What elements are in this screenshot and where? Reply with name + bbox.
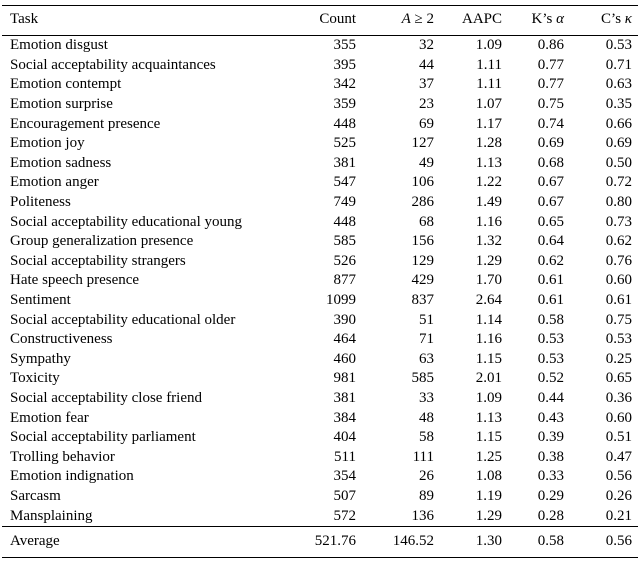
table-row [2, 350, 638, 370]
cell-a2: 68 [419, 213, 434, 230]
cell-a2: 111 [412, 448, 434, 465]
cell-kalpha: 0.69 [537, 135, 564, 152]
cell-ckappa: 0.65 [605, 370, 632, 387]
cell-task: Social acceptability strangers [10, 252, 186, 269]
footer-cell-kalpha: 0.58 [508, 526, 570, 557]
table-row [2, 271, 638, 291]
cell-count: 464 [333, 331, 356, 348]
cell-task: Social acceptability educational young [10, 213, 243, 230]
cell-ckappa: 0.47 [605, 448, 632, 465]
cell-ckappa: 0.60 [605, 272, 632, 289]
cell-a2: 32 [419, 37, 434, 54]
cell-task: Group generalization presence [10, 233, 194, 250]
cell-aapc: 1.29 [475, 507, 502, 524]
table-row [2, 506, 638, 526]
cell-ckappa: 0.26 [605, 487, 632, 504]
cell-task: Emotion fear [10, 409, 89, 426]
table-row [2, 95, 638, 115]
cell-aapc: 1.17 [475, 115, 502, 132]
cell-aapc: 1.09 [475, 37, 502, 54]
cell-aapc: 2.64 [475, 292, 502, 309]
cell-task: Sarcasm [10, 487, 61, 504]
table-row [2, 173, 638, 193]
cell-a2: 429 [411, 272, 434, 289]
cell-count: 507 [333, 487, 356, 504]
cell-aapc: 1.13 [475, 154, 502, 171]
table-row [2, 389, 638, 409]
table-row [2, 56, 638, 76]
cell-count: 354 [333, 468, 356, 485]
cell-task: Toxicity [10, 370, 60, 387]
cell-a2: 37 [419, 76, 434, 93]
cell-a2: 58 [419, 429, 434, 446]
cell-task: Social acceptability close friend [10, 389, 203, 406]
cell-count: 547 [333, 174, 356, 191]
cell-a2: 106 [411, 174, 434, 191]
cell-kalpha: 0.52 [537, 370, 564, 387]
footer-cell-ckappa: 0.56 [570, 526, 638, 557]
cell-kalpha: 0.39 [537, 429, 564, 446]
cell-kalpha: 0.61 [537, 272, 564, 289]
cell-aapc: 2.01 [475, 370, 502, 387]
cell-task: Emotion anger [10, 174, 99, 191]
cell-kalpha: 0.74 [537, 115, 564, 132]
cell-kalpha: 0.67 [537, 174, 564, 191]
cell-ckappa: 0.72 [605, 174, 632, 191]
cell-ckappa: 0.25 [605, 350, 632, 367]
cell-aapc: 1.08 [475, 468, 502, 485]
table-row [2, 36, 638, 56]
cell-ckappa: 0.53 [605, 331, 632, 348]
cell-ckappa: 0.71 [605, 56, 632, 73]
table-row [2, 75, 638, 95]
cell-aapc: 1.29 [475, 252, 502, 269]
cell-kalpha: 0.77 [537, 76, 564, 93]
cell-aapc: 1.25 [475, 448, 502, 465]
cell-ckappa: 0.62 [605, 233, 632, 250]
column-header-count: Count [302, 6, 362, 36]
cell-task: Sympathy [10, 350, 71, 367]
cell-count: 390 [333, 311, 356, 328]
cell-a2: 837 [411, 292, 434, 309]
cell-task: Social acceptability educational older [10, 311, 236, 328]
cell-a2: 585 [411, 370, 434, 387]
cell-kalpha: 0.43 [537, 409, 564, 426]
cell-a2: 33 [419, 389, 434, 406]
cell-kalpha: 0.75 [537, 96, 564, 113]
cell-kalpha: 0.53 [537, 350, 564, 367]
cell-ckappa: 0.69 [605, 135, 632, 152]
cell-a2: 48 [419, 409, 434, 426]
table-row [2, 193, 638, 213]
cell-task: Social acceptability acquaintances [10, 56, 216, 73]
cell-count: 384 [333, 409, 356, 426]
cell-aapc: 1.15 [475, 429, 502, 446]
cell-kalpha: 0.44 [537, 389, 564, 406]
cell-kalpha: 0.29 [537, 487, 564, 504]
cell-aapc: 1.16 [475, 213, 502, 230]
cell-task: Emotion indignation [10, 468, 134, 485]
results-table [2, 5, 638, 558]
cell-aapc: 1.22 [475, 174, 502, 191]
cell-kalpha: 0.38 [537, 448, 564, 465]
cell-aapc: 1.07 [475, 96, 502, 113]
cell-ckappa: 0.73 [605, 213, 632, 230]
cell-a2: 44 [419, 56, 434, 73]
cell-ckappa: 0.56 [605, 468, 632, 485]
cell-ckappa: 0.63 [605, 76, 632, 93]
cell-aapc: 1.19 [475, 487, 502, 504]
cell-aapc: 1.32 [475, 233, 502, 250]
table-row [2, 467, 638, 487]
table-row [2, 114, 638, 134]
cell-ckappa: 0.35 [605, 96, 632, 113]
cell-task: Emotion joy [10, 135, 85, 152]
cell-count: 877 [333, 272, 356, 289]
cell-kalpha: 0.77 [537, 56, 564, 73]
column-header-ckappa: C’s κ [570, 6, 638, 36]
cell-task: Politeness [10, 194, 71, 211]
cell-ckappa: 0.76 [605, 252, 632, 269]
cell-a2: 89 [419, 487, 434, 504]
cell-task: Constructiveness [10, 331, 113, 348]
cell-kalpha: 0.68 [537, 154, 564, 171]
header-row [2, 6, 638, 36]
table-row [2, 154, 638, 174]
cell-aapc: 1.14 [475, 311, 502, 328]
cell-a2: 51 [419, 311, 434, 328]
cell-kalpha: 0.33 [537, 468, 564, 485]
cell-aapc: 1.70 [475, 272, 502, 289]
cell-count: 395 [333, 56, 356, 73]
cell-kalpha: 0.62 [537, 252, 564, 269]
cell-count: 981 [333, 370, 356, 387]
table-row [2, 291, 638, 311]
cell-aapc: 1.09 [475, 389, 502, 406]
cell-aapc: 1.16 [475, 331, 502, 348]
cell-kalpha: 0.64 [537, 233, 564, 250]
cell-aapc: 1.15 [475, 350, 502, 367]
cell-kalpha: 0.67 [537, 194, 564, 211]
cell-ckappa: 0.60 [605, 409, 632, 426]
cell-ckappa: 0.66 [605, 115, 632, 132]
table-row [2, 369, 638, 389]
cell-task: Social acceptability parliament [10, 429, 196, 446]
table-row [2, 487, 638, 507]
cell-task: Emotion sadness [10, 154, 112, 171]
cell-count: 359 [333, 96, 356, 113]
cell-a2: 71 [419, 331, 434, 348]
cell-a2: 26 [419, 468, 434, 485]
cell-count: 460 [333, 350, 356, 367]
cell-count: 1099 [326, 292, 356, 309]
cell-a2: 23 [419, 96, 434, 113]
cell-kalpha: 0.28 [537, 507, 564, 524]
table-row [2, 310, 638, 330]
footer-cell-aapc: 1.30 [440, 526, 508, 557]
cell-kalpha: 0.53 [537, 331, 564, 348]
cell-a2: 49 [419, 154, 434, 171]
cell-count: 448 [333, 115, 356, 132]
cell-ckappa: 0.75 [605, 311, 632, 328]
table-row [2, 330, 638, 350]
cell-aapc: 1.28 [475, 135, 502, 152]
table-row [2, 252, 638, 272]
cell-count: 342 [333, 76, 356, 93]
table-row [2, 408, 638, 428]
cell-count: 525 [333, 135, 356, 152]
cell-ckappa: 0.36 [605, 389, 632, 406]
cell-count: 749 [333, 194, 356, 211]
cell-ckappa: 0.50 [605, 154, 632, 171]
cell-count: 404 [333, 429, 356, 446]
cell-task: Emotion surprise [10, 96, 113, 113]
cell-count: 585 [333, 233, 356, 250]
column-header-aapc: AAPC [440, 6, 508, 36]
cell-aapc: 1.11 [476, 56, 502, 73]
cell-count: 355 [333, 37, 356, 54]
cell-count: 572 [333, 507, 356, 524]
cell-kalpha: 0.65 [537, 213, 564, 230]
cell-ckappa: 0.61 [605, 292, 632, 309]
cell-a2: 136 [411, 507, 434, 524]
cell-task: Hate speech presence [10, 272, 140, 289]
cell-task: Trolling behavior [10, 448, 115, 465]
cell-task: Emotion disgust [10, 37, 108, 54]
cell-task: Sentiment [10, 292, 71, 309]
cell-kalpha: 0.86 [537, 37, 564, 54]
column-header-task: Task [2, 6, 302, 36]
footer-cell-count: 521.76 [302, 526, 362, 557]
table-row [2, 428, 638, 448]
table-row [2, 212, 638, 232]
cell-count: 381 [333, 154, 356, 171]
cell-a2: 69 [419, 115, 434, 132]
cell-task: Emotion contempt [10, 76, 122, 93]
cell-a2: 129 [411, 252, 434, 269]
cell-a2: 63 [419, 350, 434, 367]
cell-count: 448 [333, 213, 356, 230]
column-header-kalpha: K’s α [508, 6, 570, 36]
column-header-a2: A ≥ 2 [362, 6, 440, 36]
footer-cell-task: Average [2, 526, 302, 557]
table-row [2, 447, 638, 467]
cell-kalpha: 0.61 [537, 292, 564, 309]
table-row [2, 232, 638, 252]
cell-ckappa: 0.21 [605, 507, 632, 524]
footer-cell-a2: 146.52 [362, 526, 440, 557]
cell-a2: 156 [411, 233, 434, 250]
cell-kalpha: 0.58 [537, 311, 564, 328]
cell-ckappa: 0.53 [605, 37, 632, 54]
cell-ckappa: 0.80 [605, 194, 632, 211]
cell-ckappa: 0.51 [605, 429, 632, 446]
cell-aapc: 1.49 [475, 194, 502, 211]
table-body [2, 36, 638, 527]
cell-aapc: 1.13 [475, 409, 502, 426]
cell-count: 511 [334, 448, 356, 465]
cell-task: Mansplaining [10, 507, 93, 524]
table-row [2, 134, 638, 154]
average-row [2, 526, 638, 557]
cell-count: 526 [333, 252, 356, 269]
cell-aapc: 1.11 [476, 76, 502, 93]
cell-task: Encouragement presence [10, 115, 161, 132]
cell-a2: 286 [411, 194, 434, 211]
cell-count: 381 [333, 389, 356, 406]
cell-a2: 127 [411, 135, 434, 152]
